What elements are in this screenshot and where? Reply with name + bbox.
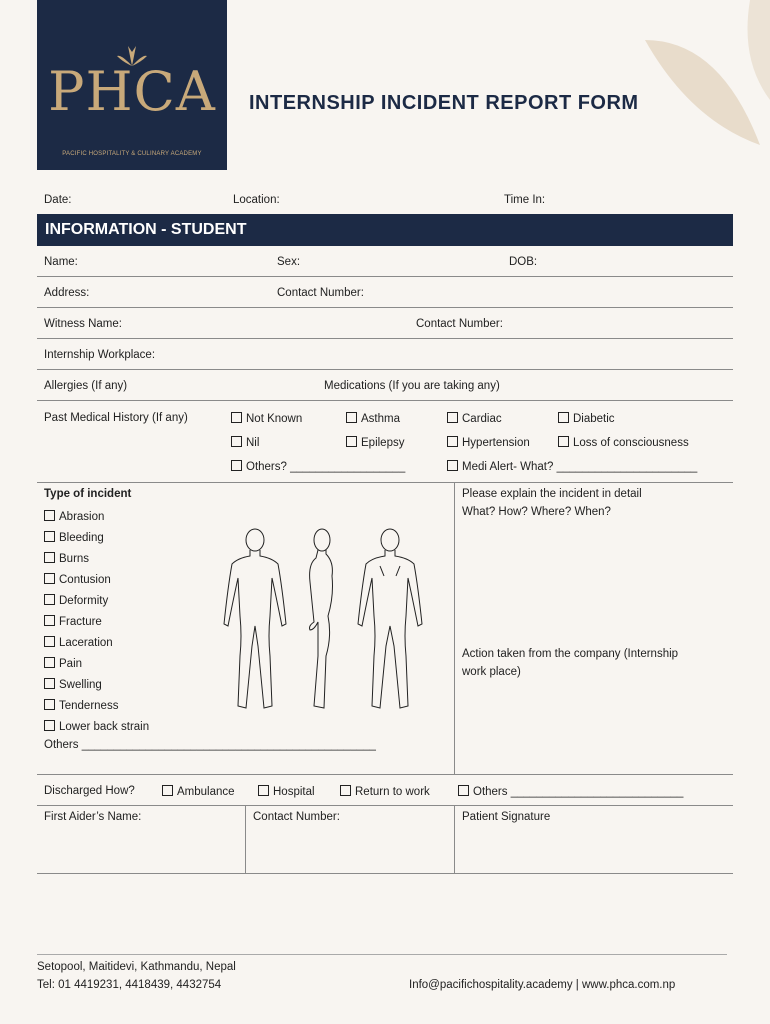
option-label: Laceration: [59, 637, 113, 649]
checkbox-discharge-others[interactable]: [458, 785, 683, 798]
checkbox-icon[interactable]: [558, 412, 569, 423]
logo-subtitle: PACIFIC HOSPITALITY & CULINARY ACADEMY: [62, 151, 202, 157]
checkbox-contusion[interactable]: [44, 573, 111, 586]
checkbox-icon[interactable]: [44, 699, 55, 710]
divider: [37, 276, 733, 277]
checkbox-diabetic[interactable]: [558, 412, 615, 425]
first-aider-contact-label: Contact Number:: [253, 811, 340, 823]
divider: [37, 482, 733, 483]
body-side-figure: [310, 529, 333, 708]
checkbox-icon[interactable]: [44, 678, 55, 689]
checkbox-tenderness[interactable]: [44, 699, 118, 712]
option-label: Loss of consciousness: [573, 437, 689, 449]
divider: [37, 400, 733, 401]
incident-others-field[interactable]: Others ______________________________________________: [44, 739, 376, 751]
option-label: Burns: [59, 553, 90, 565]
first-aider-label: First Aider’s Name:: [44, 811, 142, 823]
explain-sublabel: What? How? Where? When?: [462, 506, 611, 518]
option-label: Nil: [246, 437, 260, 449]
option-label: Lower back strain: [59, 721, 150, 733]
vertical-divider: [454, 805, 455, 873]
checkbox-lower-back-strain[interactable]: [44, 720, 149, 733]
checkbox-icon[interactable]: [162, 785, 173, 796]
action-label: Action taken from the company (Internship: [462, 648, 679, 660]
checkbox-icon[interactable]: [346, 436, 357, 447]
body-front-figure: [224, 529, 286, 708]
divider: [37, 307, 733, 308]
form-title: INTERNSHIP INCIDENT REPORT FORM: [249, 92, 639, 114]
logo: [37, 0, 227, 170]
checkbox-hospital[interactable]: [258, 785, 315, 798]
option-label: Hypertension: [462, 437, 530, 449]
checkbox-pain[interactable]: [44, 657, 82, 670]
logo-wordmark: PHCA: [48, 60, 216, 123]
checkbox-icon[interactable]: [44, 531, 55, 542]
patient-signature-label: Patient Signature: [462, 811, 551, 823]
checkbox-icon[interactable]: [447, 436, 458, 447]
footer-address: Setopool, Maitidevi, Kathmandu, Nepal: [37, 961, 236, 973]
checkbox-icon[interactable]: [44, 573, 55, 584]
checkbox-others[interactable]: [231, 460, 405, 473]
action-label-cont: work place): [462, 666, 521, 678]
vertical-divider: [454, 482, 455, 774]
option-label: Return to work: [355, 786, 430, 798]
option-label: Ambulance: [177, 786, 235, 798]
dob-label: DOB:: [509, 256, 538, 268]
checkbox-cardiac[interactable]: [447, 412, 502, 425]
workplace-label: Internship Workplace:: [44, 349, 156, 361]
checkbox-epilepsy[interactable]: [346, 436, 404, 449]
divider: [37, 873, 733, 874]
checkbox-icon[interactable]: [558, 436, 569, 447]
checkbox-icon[interactable]: [447, 460, 458, 471]
checkbox-icon[interactable]: [231, 412, 242, 423]
name-label: Name:: [44, 256, 78, 268]
footer-divider: [37, 954, 727, 955]
footer-web: Info@pacifichospitality.academy | www.phca.com.np: [409, 979, 676, 991]
checkbox-icon[interactable]: [44, 552, 55, 563]
checkbox-icon[interactable]: [340, 785, 351, 796]
option-label: Epilepsy: [361, 437, 405, 449]
checkbox-deformity[interactable]: [44, 594, 108, 607]
checkbox-ambulance[interactable]: [162, 785, 235, 798]
body-back-figure: [358, 529, 422, 708]
option-label: Bleeding: [59, 532, 104, 544]
divider: [37, 774, 733, 775]
option-label: Pain: [59, 658, 83, 670]
checkbox-hypertension[interactable]: [447, 436, 530, 449]
checkbox-laceration[interactable]: [44, 636, 113, 649]
medical-history-label: Past Medical History (If any): [44, 412, 188, 424]
checkbox-nil[interactable]: [231, 436, 259, 449]
checkbox-icon[interactable]: [44, 636, 55, 647]
option-label: Fracture: [59, 616, 102, 628]
option-label: Asthma: [361, 413, 400, 425]
time-in-label: Time In:: [504, 194, 546, 206]
explain-label: Please explain the incident in detail: [462, 488, 642, 500]
checkbox-asthma[interactable]: [346, 412, 400, 425]
checkbox-not-known[interactable]: [231, 412, 302, 425]
option-label: Others? __________________: [246, 461, 406, 473]
divider: [37, 805, 733, 806]
checkbox-swelling[interactable]: [44, 678, 102, 691]
witness-name-label: Witness Name:: [44, 318, 122, 330]
body-diagram[interactable]: [218, 526, 428, 716]
checkbox-icon[interactable]: [44, 720, 55, 731]
contact-number-label: Contact Number:: [277, 287, 364, 299]
checkbox-icon[interactable]: [44, 594, 55, 605]
checkbox-loss-of-consciousness[interactable]: [558, 436, 689, 449]
discharged-how-label: Discharged How?: [44, 785, 135, 797]
option-label: Hospital: [273, 786, 315, 798]
option-label: Deformity: [59, 595, 109, 607]
incident-type-label: Type of incident: [44, 488, 132, 500]
option-label: Medi Alert- What? ______________________: [462, 461, 698, 473]
checkbox-icon[interactable]: [231, 460, 242, 471]
checkbox-icon[interactable]: [231, 436, 242, 447]
checkbox-fracture[interactable]: [44, 615, 102, 628]
date-label: Date:: [44, 194, 72, 206]
section-header-text: INFORMATION - STUDENT: [45, 221, 247, 238]
option-label: Others ___________________________: [473, 786, 684, 798]
option-label: Swelling: [59, 679, 102, 691]
checkbox-icon[interactable]: [458, 785, 469, 796]
checkbox-bleeding[interactable]: [44, 531, 104, 544]
medications-label: Medications (If you are taking any): [324, 380, 500, 392]
checkbox-medi-alert[interactable]: [447, 460, 697, 473]
allergies-label: Allergies (If any): [44, 380, 128, 392]
checkbox-icon[interactable]: [346, 412, 357, 423]
footer-tel: Tel: 01 4419231, 4418439, 4432754: [37, 979, 222, 991]
checkbox-icon[interactable]: [44, 615, 55, 626]
checkbox-icon[interactable]: [447, 412, 458, 423]
divider: [37, 338, 733, 339]
divider: [37, 369, 733, 370]
option-label: Cardiac: [462, 413, 502, 425]
checkbox-burns[interactable]: [44, 552, 89, 565]
option-label: Abrasion: [59, 511, 105, 523]
vertical-divider: [245, 805, 246, 873]
decorative-leaf-graphic: [600, 0, 770, 160]
option-label: Not Known: [246, 413, 303, 425]
location-label: Location:: [233, 194, 280, 206]
section-header: [37, 214, 733, 246]
sex-label: Sex:: [277, 256, 301, 268]
option-label: Tenderness: [59, 700, 119, 712]
option-label: Diabetic: [573, 413, 615, 425]
address-label: Address:: [44, 287, 90, 299]
option-label: Contusion: [59, 574, 111, 586]
checkbox-icon[interactable]: [258, 785, 269, 796]
checkbox-return-to-work[interactable]: [340, 785, 430, 798]
witness-contact-label: Contact Number:: [416, 318, 503, 330]
checkbox-icon[interactable]: [44, 510, 55, 521]
checkbox-icon[interactable]: [44, 657, 55, 668]
checkbox-abrasion[interactable]: [44, 510, 104, 523]
